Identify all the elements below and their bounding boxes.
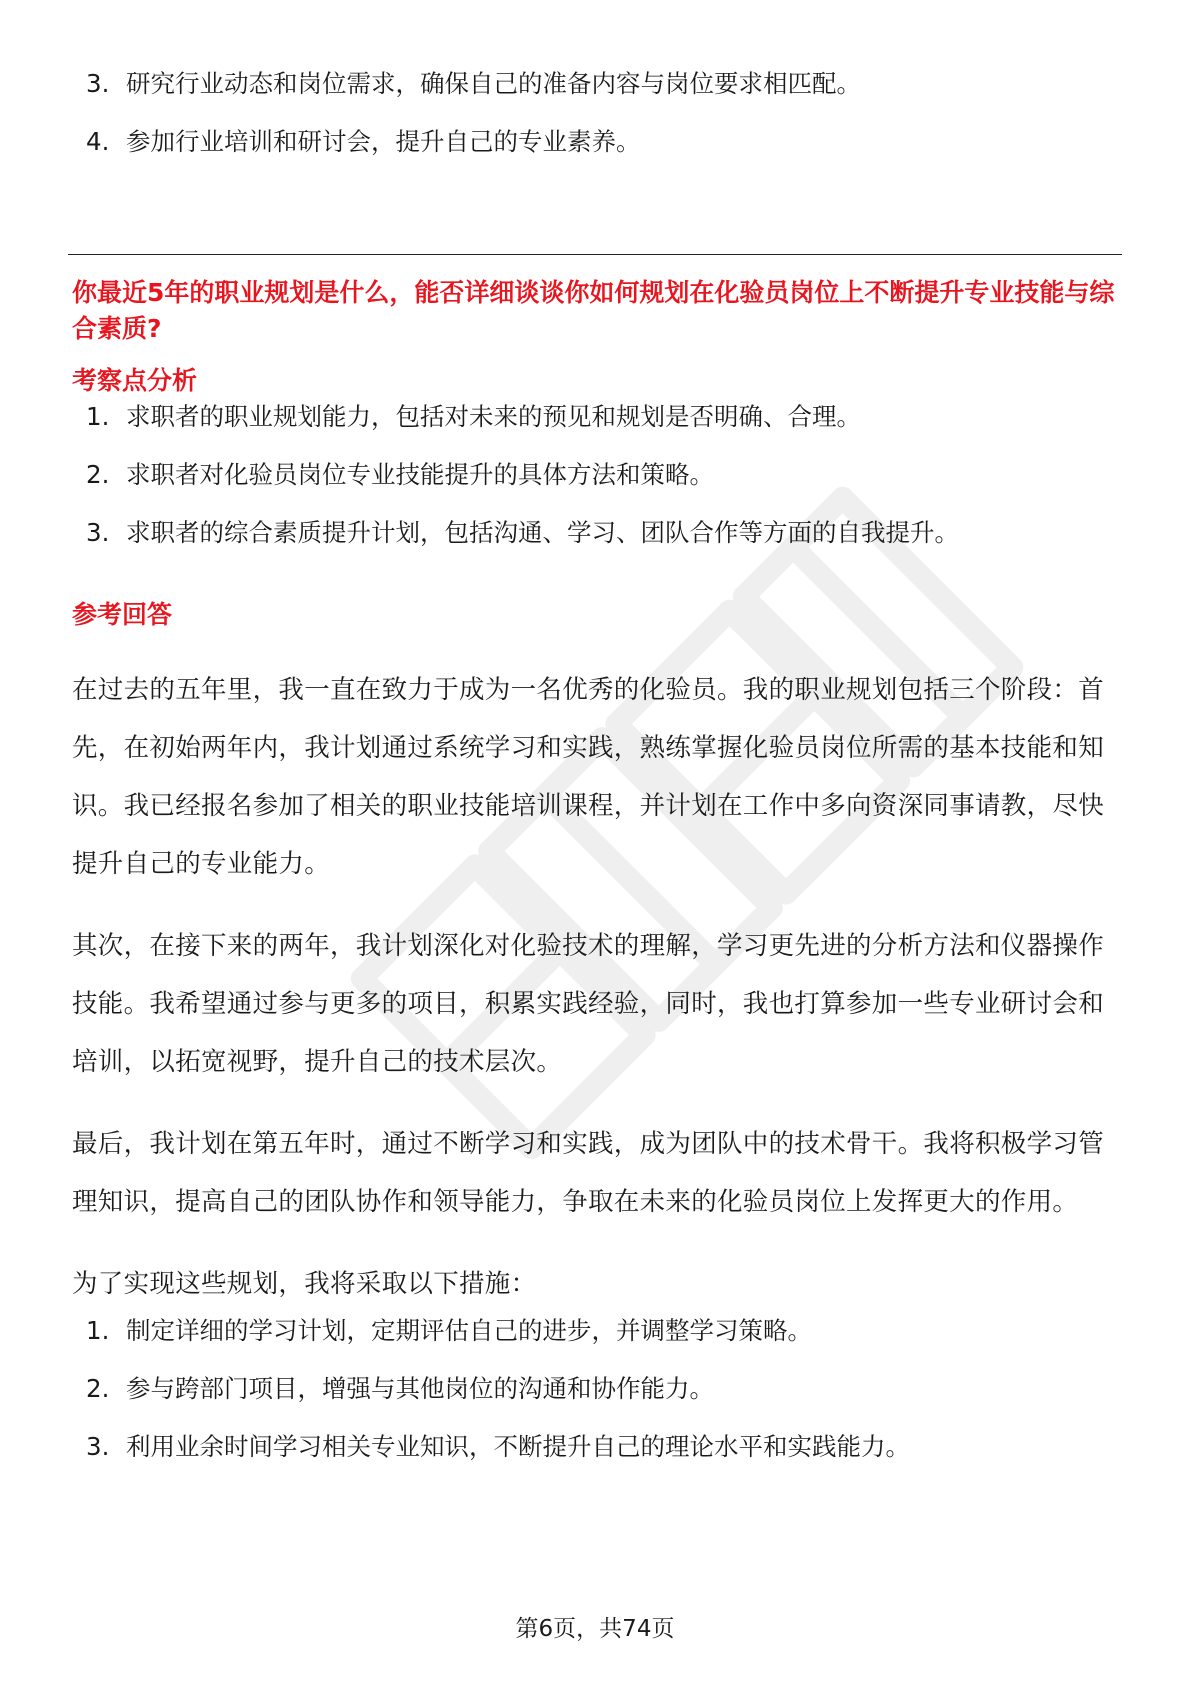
question-heading: 你最近5年的职业规划是什么，能否详细谈谈你如何规划在化验员岗位上不断提升专业技能与综合素质? [72, 278, 1115, 343]
top-list [72, 66, 1118, 182]
list-text: 参与跨部门项目，增强与其他岗位的沟通和协作能力。 [126, 1374, 714, 1403]
list-number: 1. [86, 1316, 110, 1345]
analysis-list [72, 399, 1118, 573]
list-number: 3. [86, 1432, 110, 1461]
answer-paragraph: 最后，我计划在第五年时，通过不断学习和实践，成为团队中的技术骨干。我将积极学习管理知识，提高自己的团队协作和领导能力，争取在未来的化验员岗位上发挥更大的作用。 [72, 1129, 1105, 1217]
page-content [72, 66, 1118, 1487]
list-number: 1. [86, 402, 110, 431]
list-text: 参加行业培训和研讨会，提升自己的专业素养。 [126, 127, 641, 156]
answer-paragraph: 其次，在接下来的两年，我计划深化对化验技术的理解，学习更先进的分析方法和仪器操作技能。我希望通过参与更多的项目，积累实践经验，同时，我也打算参加一些专业研讨会和培训，以拓宽视野，提升自己的技术层次。 [72, 931, 1105, 1077]
page-footer: 第6页，共74页 [515, 1616, 675, 1642]
list-item [72, 1429, 1118, 1487]
list-item [72, 66, 1118, 124]
list-item [72, 1313, 1118, 1371]
list-text: 研究行业动态和岗位需求，确保自己的准备内容与岗位要求相匹配。 [126, 69, 861, 98]
list-text: 求职者的职业规划能力，包括对未来的预见和规划是否明确、合理。 [126, 402, 861, 431]
list-text: 制定详细的学习计划，定期评估自己的进步，并调整学习策略。 [126, 1316, 812, 1345]
list-text: 求职者对化验员岗位专业技能提升的具体方法和策略。 [126, 460, 714, 489]
list-number: 2. [86, 460, 110, 489]
list-item [72, 457, 1118, 515]
list-number: 3. [86, 69, 110, 98]
list-item [72, 515, 1118, 573]
answer-heading: 参考回答 [72, 600, 173, 629]
analysis-heading: 考察点分析 [72, 366, 198, 395]
list-number: 3. [86, 518, 110, 547]
list-text: 求职者的综合素质提升计划，包括沟通、学习、团队合作等方面的自我提升。 [126, 518, 959, 547]
measures-list [72, 1313, 1118, 1487]
list-number: 4. [86, 127, 110, 156]
list-text: 利用业余时间学习相关专业知识，不断提升自己的理论水平和实践能力。 [126, 1432, 910, 1461]
list-item [72, 124, 1118, 182]
answer-paragraph: 在过去的五年里，我一直在致力于成为一名优秀的化验员。我的职业规划包括三个阶段：首先，在初始两年内，我计划通过系统学习和实践，熟练掌握化验员岗位所需的基本技能和知识。我已经报名参加了相关的职业技能培训课程，并计划在工作中多向资深同事请教，尽快提升自己的专业能力。 [72, 675, 1105, 879]
answer-paragraph: 为了实现这些规划，我将采取以下措施： [72, 1269, 537, 1299]
list-item [72, 399, 1118, 457]
list-number: 2. [86, 1374, 110, 1403]
section-divider [68, 254, 1122, 255]
list-item [72, 1371, 1118, 1429]
